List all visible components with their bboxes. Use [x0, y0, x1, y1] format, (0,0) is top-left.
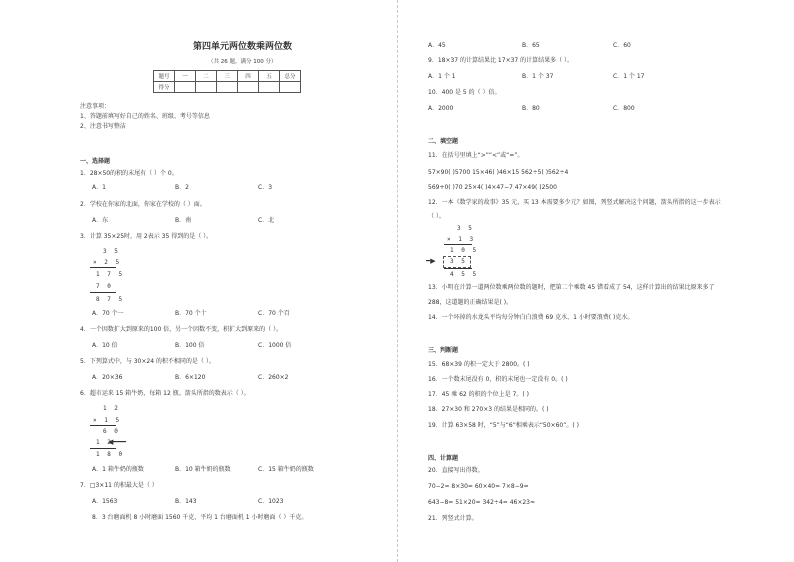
calc-line: 3 5	[457, 225, 474, 232]
option-c[interactable]: C．1000 倍	[258, 342, 292, 349]
question-7: 7．□3×11 的积最大是（ ）	[80, 482, 158, 489]
section-heading: 二、填空题	[428, 138, 459, 145]
option-b[interactable]: B．70 个十	[175, 310, 207, 317]
calc-rule	[90, 425, 116, 426]
score-input-cell[interactable]	[196, 82, 217, 93]
score-cell: 五	[259, 71, 280, 82]
option-a[interactable]: A．1 个 1	[428, 73, 456, 80]
calc-line: 1 7 5	[96, 271, 125, 278]
notice-item: 2、注意书写整洁	[80, 123, 126, 130]
calc-line: 1 2	[103, 405, 120, 412]
option-a[interactable]: A．1 箱牛奶的瓶数	[92, 466, 144, 473]
question-20: 20．直接写出得数。	[428, 467, 484, 474]
question-3: 3．计算 35×25时，用 2表示 35 得到的是（ ）。	[80, 233, 213, 240]
option-a[interactable]: A．东	[92, 217, 109, 224]
calc-rule	[444, 268, 472, 269]
notice-item: 1、答题前填写好自己的姓名、班级、考号等信息	[80, 113, 210, 120]
calc-line: 3 5	[450, 258, 467, 265]
page-subtitle: （共 26 题，满分 100 分）	[208, 59, 277, 65]
arrow-left-icon: ◀━━━	[108, 438, 127, 446]
compare-line: 57×90( )5700 15×46( )46×15 562÷5( )562÷4	[428, 169, 569, 176]
score-input-cell[interactable]	[280, 82, 301, 93]
calc-line: × 2 5	[93, 259, 122, 266]
calc-rule	[444, 244, 472, 245]
option-b[interactable]: B．65	[522, 42, 540, 49]
question-5: 5．下列算式中，与 30×24 的积不相同的是（ ）。	[80, 358, 215, 365]
calc-line: 1 8 0	[96, 451, 125, 458]
calc-rule	[90, 448, 116, 449]
option-b[interactable]: B．10 箱牛奶的瓶数	[175, 466, 231, 473]
option-a[interactable]: A．2000	[428, 105, 454, 112]
calc-line: 4 5 5	[450, 271, 479, 278]
calc-line: × 1 3	[447, 236, 476, 243]
option-a[interactable]: A．1563	[92, 498, 118, 505]
question-4: 4．一个因数扩大到原来的100 倍，另一个因数不变，积扩大到原来的（ ）。	[80, 326, 283, 333]
question-2: 2．学校在你家的北面，你家在学校的（ ）面。	[80, 201, 206, 208]
option-b[interactable]: B．100 倍	[175, 342, 205, 349]
question-16: 16．一个数末尾没有 0，积的末尾也一定没有 0。( )	[428, 376, 568, 383]
score-table-score-row	[154, 82, 301, 93]
option-a[interactable]: A．1	[92, 184, 106, 191]
option-a[interactable]: A．70 个一	[92, 310, 124, 317]
score-cell: 四	[238, 71, 259, 82]
arrow-right-icon: ━▶	[426, 257, 436, 265]
mental-math-line: 70−2= 8×30= 60×40= 7×8−9=	[428, 483, 529, 490]
option-c[interactable]: C．70 个百	[258, 310, 290, 317]
section-heading: 四、计算题	[428, 455, 459, 462]
score-cell: 得分	[154, 82, 175, 93]
score-input-cell[interactable]	[259, 82, 280, 93]
compare-line: 569+0( )70 25×4( )4×47−7 47×49( )2500	[428, 184, 557, 191]
question-21: 21．列竖式计算。	[428, 515, 478, 522]
option-b[interactable]: B．6×120	[175, 374, 206, 381]
option-a[interactable]: A．45	[428, 42, 446, 49]
option-c[interactable]: C．800	[613, 105, 635, 112]
score-cell: 题号	[154, 71, 175, 82]
calc-line: 7 0	[96, 283, 113, 290]
question-9: 9．18×37 的计算结果比 17×37 的计算结果多（ ）。	[428, 57, 574, 64]
question-14: 14．一个坏掉的水龙头平均每分钟白白浪费 69 克水，1 小时要浪费( )克水。	[428, 314, 634, 321]
calc-line: 1 2	[96, 439, 113, 446]
question-15: 15．68×39 的积一定大于 2800。( )	[428, 361, 530, 368]
score-cell: 一	[175, 71, 196, 82]
option-a[interactable]: A．20×36	[92, 374, 123, 381]
score-cell: 三	[217, 71, 238, 82]
page-title: 第四单元两位数乘两位数	[193, 42, 293, 52]
option-c[interactable]: C．60	[613, 42, 631, 49]
score-table	[153, 70, 301, 93]
question-11: 11．在括号里填上“>”“<”或“=”。	[428, 152, 524, 159]
option-c[interactable]: C．15 箱牛奶的瓶数	[258, 466, 314, 473]
option-b[interactable]: B．南	[175, 217, 192, 224]
calc-line: × 1 5	[93, 417, 122, 424]
question-12-cont: （ ）。	[428, 213, 445, 220]
calc-rule	[90, 267, 116, 268]
option-c[interactable]: C．1 个 17	[613, 73, 645, 80]
option-c[interactable]: C．260×2	[258, 374, 289, 381]
question-17: 17．45 乘 62 的积的个位上是 7。( )	[428, 391, 529, 398]
mental-math-line: 643−8= 51×20= 342÷4= 46×23≈	[428, 499, 536, 506]
question-18: 18．27×30 和 270×3 的结果是相同的。( )	[428, 406, 549, 413]
calc-line: 3 5	[103, 248, 120, 255]
score-input-cell[interactable]	[217, 82, 238, 93]
score-input-cell[interactable]	[238, 82, 259, 93]
option-c[interactable]: C．北	[258, 217, 275, 224]
section-heading: 三、判断题	[428, 347, 459, 354]
score-input-cell[interactable]	[175, 82, 196, 93]
column-divider	[397, 0, 398, 562]
question-6: 6．超市运来 15 箱牛奶，每箱 12 瓶。箭头所指的数表示（ ）。	[80, 390, 250, 397]
calc-line: 8 7 5	[96, 296, 125, 303]
option-a[interactable]: A．10 倍	[92, 342, 118, 349]
score-cell: 二	[196, 71, 217, 82]
question-19: 19．计算 63×58 时，“5”与“6”相乘表示“50×60”。( )	[428, 422, 579, 429]
calc-rule	[90, 292, 116, 293]
score-table-header-row	[154, 71, 301, 82]
question-12: 12．一本《数学家的故事》35 元，买 13 本需要多少元？如图，列竖式解决这个问题，箭头所指的这一步表示	[428, 199, 721, 206]
notice-title: 注意事项：	[80, 103, 111, 110]
option-b[interactable]: B．2	[175, 184, 189, 191]
question-13-cont: 288，这道题的正确结果是( )。	[428, 299, 513, 306]
option-c[interactable]: C．1023	[258, 498, 284, 505]
calc-line: 6 0	[103, 428, 120, 435]
section-heading: 一、选择题	[80, 158, 111, 165]
question-8: 8．3 台磨面机 8 小时磨面 1560 千克，平均 1 台磨面机 1 小时磨面（ ）千克。	[92, 514, 308, 521]
calc-line: 1 0 5	[450, 247, 479, 254]
option-c[interactable]: C．3	[258, 184, 273, 191]
option-b[interactable]: B．143	[175, 498, 197, 505]
option-b[interactable]: B．1 个 37	[522, 73, 554, 80]
option-b[interactable]: B．80	[522, 105, 540, 112]
question-10: 10．400 是 5 的（ ）倍。	[428, 89, 501, 96]
score-cell: 总分	[280, 71, 301, 82]
question-1: 1．28×50的积的末尾有（ ）个 0。	[80, 170, 178, 177]
question-13: 13．小明在计算一道两位数乘两位数的题时，把第二个乘数 45 错看成了 54，这样计算出的结果比原来多了	[428, 284, 715, 291]
